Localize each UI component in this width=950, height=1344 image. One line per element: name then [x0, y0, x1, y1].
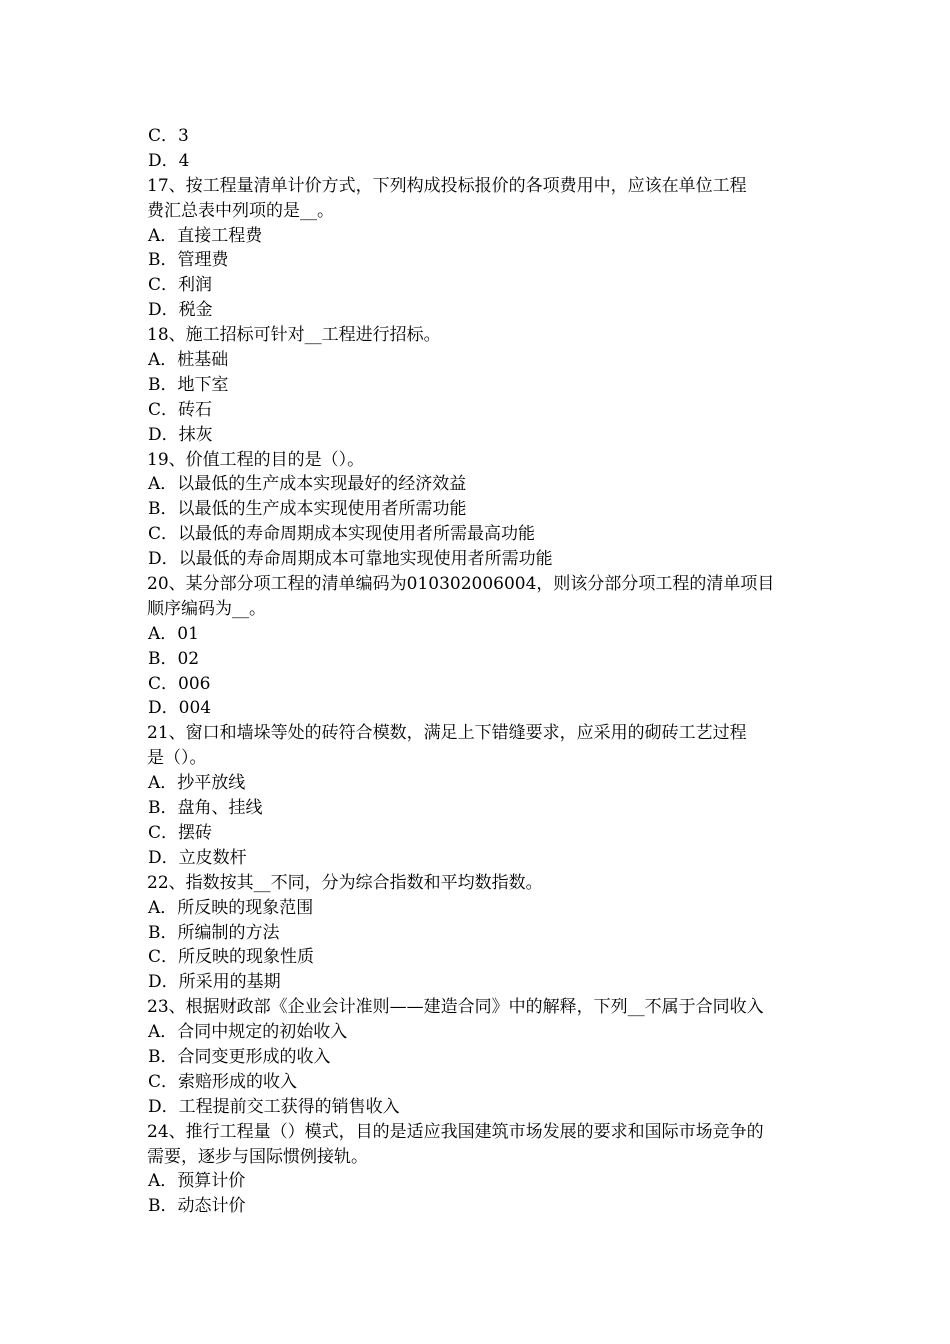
question-text: 17、按工程量清单计价方式，下列构成投标报价的各项费用中，应该在单位工程 — [147, 175, 747, 196]
question-text: 21、窗口和墙垛等处的砖符合模数，满足上下错缝要求，应采用的砌砖工艺过程 — [147, 723, 747, 744]
answer-option: D．以最低的寿命周期成本可靠地实现使用者所需功能 — [148, 549, 553, 570]
answer-option: B．以最低的生产成本实现使用者所需功能 — [148, 499, 467, 520]
answer-option: B．合同变更形成的收入 — [148, 1046, 331, 1067]
answer-option: B．动态计价 — [148, 1196, 246, 1217]
answer-option: A．直接工程费 — [148, 225, 263, 246]
answer-option: B．02 — [148, 648, 200, 669]
question-text: 22、指数按其__不同，分为综合指数和平均数指数。 — [147, 872, 543, 893]
answer-option: D．4 — [148, 150, 190, 171]
question-text: 18、施工招标可针对__工程进行招标。 — [147, 325, 441, 346]
document-page — [147, 124, 817, 1219]
answer-option: C．砖石 — [148, 399, 213, 420]
answer-option: C．摆砖 — [148, 822, 213, 843]
answer-option: A．抄平放线 — [148, 773, 246, 794]
question-text: 需要，逐步与国际惯例接轨。 — [147, 1146, 368, 1167]
answer-option: C．006 — [148, 673, 211, 694]
answer-option: C．3 — [148, 126, 189, 146]
answer-option: D．所采用的基期 — [148, 972, 281, 993]
question-text: 20、某分部分项工程的清单编码为010302006004，则该分部分项工程的清单项目 — [147, 574, 775, 595]
answer-option: C．以最低的寿命周期成本实现使用者所需最高功能 — [148, 524, 536, 545]
answer-option: A．以最低的生产成本实现最好的经济效益 — [148, 474, 467, 495]
answer-option: D．004 — [148, 698, 212, 719]
answer-option: B．盘角、挂线 — [148, 798, 263, 819]
answer-option: D．工程提前交工获得的销售收入 — [148, 1096, 400, 1117]
question-text: 是（）。 — [147, 748, 207, 769]
answer-option: D．抹灰 — [148, 424, 213, 445]
question-text: 19、价值工程的目的是（）。 — [147, 449, 365, 470]
answer-option: A．01 — [148, 623, 199, 644]
answer-option: A．所反映的现象范围 — [148, 897, 314, 918]
question-text: 费汇总表中列项的是__。 — [147, 200, 334, 221]
answer-option: C．索赔形成的收入 — [148, 1071, 298, 1092]
answer-option: A．桩基础 — [148, 350, 229, 371]
answer-option: B．地下室 — [148, 374, 229, 395]
answer-option: D．立皮数杆 — [148, 847, 247, 868]
answer-option: C．利润 — [148, 275, 213, 296]
answer-option: A．预算计价 — [148, 1171, 246, 1192]
answer-option: C．所反映的现象性质 — [148, 947, 315, 968]
question-text: 24、推行工程量（）模式，目的是适应我国建筑市场发展的要求和国际市场竞争的 — [147, 1121, 764, 1142]
question-text: 顺序编码为__。 — [147, 598, 266, 619]
answer-option: A．合同中规定的初始收入 — [148, 1022, 348, 1043]
answer-option: B．管理费 — [148, 250, 229, 271]
question-text: 23、根据财政部《企业会计准则——建造合同》中的解释，下列__不属于合同收入 — [147, 997, 764, 1018]
answer-option: D．税金 — [148, 300, 213, 321]
answer-option: B．所编制的方法 — [148, 922, 280, 943]
